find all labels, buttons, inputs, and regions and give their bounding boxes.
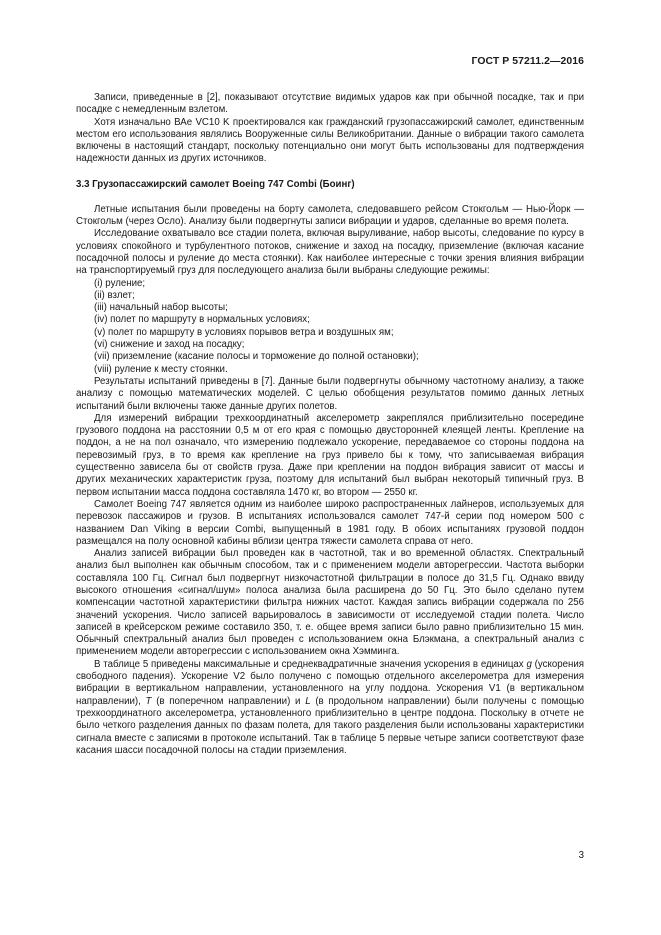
paragraph: Для измерений вибрации трехкоординатный акселерометр закреплялся приблизительно посередине грузового поддона на расстоянии 0,5 м от его края с помощью двусторонней клеящей ленты. Крепление на поддон, а не на пол означало, что измерению подлежало ускорение, передаваемое со стороны поддона на перевозимый груз, в то время как крепление на груз привело бы к тому, что записываемая вибрация существенно зависела бы от свойств груза. Даже при креплении на поддон вибрация зависит от массы и других механических характеристик груза, поэтому для испытаний был выбран некоторый типичный груз. В первом испытании масса поддона составляла 1470 кг, во втором — 2550 кг. [76,412,584,498]
list-item: (i) руление; [94,277,146,289]
paragraph: В таблице 5 приведены максимальные и среднеквадратичные значения ускорения в единицах g (ускорения свободного падения). Ускорение V2 было получено с помощью отдельного акселерометра для измерения вибрации в вертикальном направлении, установленного на углу поддона. Ускорения V1 (в вертикальном направлении), T (в поперечном направлении) и L (в продольном направлении) были получены с помощью трехкоординатного акселерометра, установленного приблизительно в центре поддона. Поскольку в отчете не было четкого разделения данных по фазам полета, для такого разделения были использованы характеристики сигнала вместе с записями в протоколе испытаний. Так в таблице 5 первые четыре записи соответствуют фазе касания шасси посадочной полосы на стадии приземления. [76,658,585,756]
list-item: (v) полет по маршруту в условиях порывов ветра и воздушных ям; [94,326,394,338]
paragraph: Результаты испытаний приведены в [7]. Данные были подвергнуты обычному частотному анализу, а также анализу с помощью математических моделей. С целью обобщения результатов помимо данных летных испытаний были включены также данные других полетов. [76,375,584,412]
list-item: (iv) полет по маршруту в нормальных условиях; [94,314,310,326]
paragraph: Летные испытания были проведены на борту самолета, следовавшего рейсом Стокгольм — Нью-Йорк — Стокгольм (через Осло). Анализу были подвергнуты записи вибрации и ударов, сделанные во время полета. [76,203,584,228]
flight-modes-list [76,278,584,376]
document-designation: ГОСТ Р 57211.2—2016 [471,56,584,67]
paragraph: Анализ записей вибрации был проведен как в частотной, так и во временной областях. Спектральный анализ был выполнен как обычным способом, так и с применением модели авторегрессии. Частота выборки составляла 100 Гц. Сигнал был подвергнут низкочастотной фильтрации в полосе до 31,5 Гц. Однако ввиду высокого отношения «сигнал/шум» полоса анализа была расширена до 50 Гц. Это было сделано путем компенсации частотной характеристики фильтра нижних частот. Каждая запись вибрации содержала по 256 значений ускорения. Число записей варьировалось в зависимости от исследуемой стадии полета. Число записей в крейсерском режиме составило 350, т. е. общее время записи было равно приблизительно 15 мин. Обычный спектральный анализ был проведен с использованием окна Блэкмана, а спектральный анализ с применением модели авторегрессии с использованием окна Хэмминга. [76,548,584,658]
symbol-t: T [145,695,152,707]
symbol-l: L [305,695,311,707]
paragraph: Самолет Boeing 747 является одним из наиболее широко распространенных лайнеров, используемых для перевозок пассажиров и грузов. В испытаниях использовался самолет 747-й серии под номером 500 с названием Dan Viking в версии Combi, выпущенный в 1981 году. В обоих испытаниях грузовой поддон размещался на полу основной кабины вблизи центра тяжести самолета справа от него. [76,498,584,547]
list-item: (vi) снижение и заход на посадку; [94,339,245,351]
page-body [76,92,584,757]
paragraph: Исследование охватывало все стадии полета, включая выруливание, набор высоты, следование по курсу в условиях спокойного и турбулентного потоков, снижение и заход на посадку, приземление (включая касание посадочной полосы и руление до места стоянки). Как наиболее интересные с точки зрения влияния вибрации на транспортируемый груз для последующего анализа были выбраны следующие режимы: [76,228,584,277]
list-item: (ii) взлет; [94,289,135,301]
section-heading: 3.3 Грузопассажирский самолет Boeing 747 Combi (Боинг) [76,178,355,190]
paragraph: Хотя изначально ВАе VC10 K проектировался как гражданский грузопассажирский самолет, единственным местом его использования являлись Вооруженные силы Великобритании. Данные о вибрации такого самолета включены в настоящий стандарт, поскольку потенциально они могут быть использованы для подтверждения надежности данных из других источников. [76,116,584,165]
list-item: (viii) руление к месту стоянки. [94,363,228,375]
page-number: 3 [578,850,584,861]
paragraph: Записи, приведенные в [2], показывают отсутствие видимых ударов как при обычной посадке, так и при посадке с немедленным взлетом. [76,92,584,116]
symbol-g: g [526,658,532,670]
list-item: (iii) начальный набор высоты; [94,302,228,314]
list-item: (vii) приземление (касание полосы и торможение до полной остановки); [94,351,419,363]
